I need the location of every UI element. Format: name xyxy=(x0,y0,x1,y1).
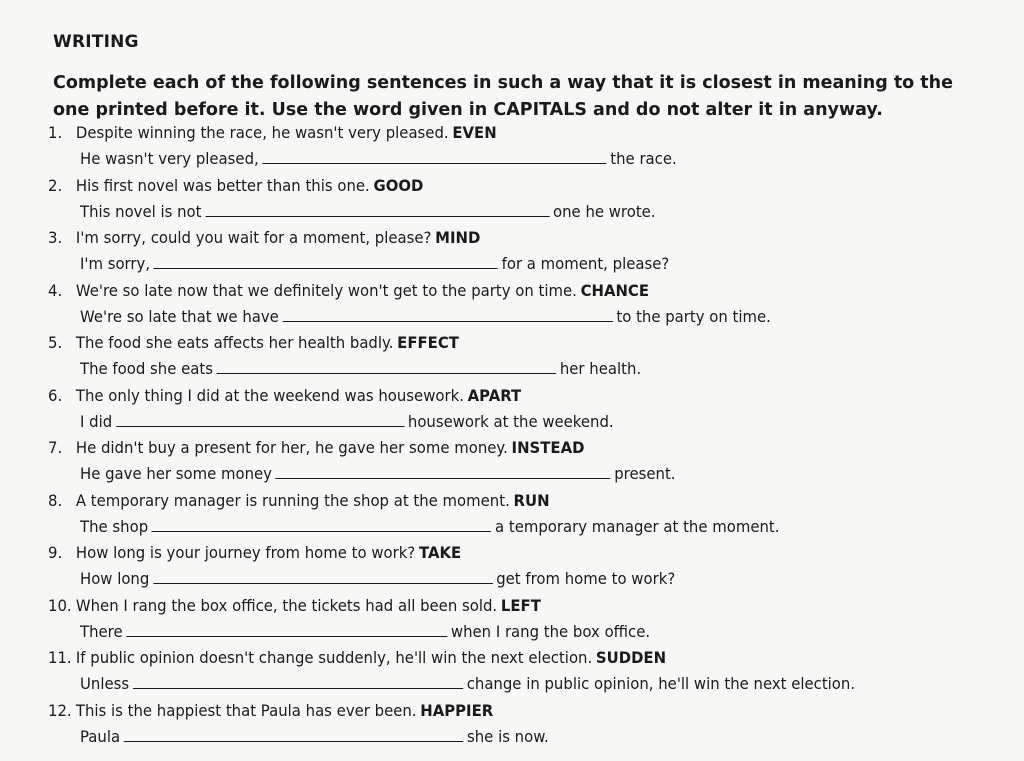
answer-prefix: How long xyxy=(80,569,150,588)
answer-line-1 xyxy=(80,149,677,168)
answer-suffix: a temporary manager at the moment. xyxy=(495,517,780,536)
question-sentence: The only thing I did at the weekend was housework. xyxy=(75,386,464,405)
question-number: 3. xyxy=(48,228,63,247)
question-keyword: MIND xyxy=(435,228,481,247)
question-6 xyxy=(48,386,521,405)
question-sentence: I'm sorry, could you wait for a moment, please? xyxy=(75,228,432,247)
answer-blank[interactable] xyxy=(205,202,549,217)
answer-suffix: the race. xyxy=(610,149,677,168)
question-keyword: SUDDEN xyxy=(595,648,667,667)
answer-prefix: The shop xyxy=(80,517,149,536)
question-4 xyxy=(48,281,649,300)
question-number: 10. xyxy=(48,596,72,615)
answer-suffix: to the party on time. xyxy=(616,307,771,326)
answer-prefix: Unless xyxy=(80,674,130,693)
answer-line-8 xyxy=(80,517,779,536)
answer-line-7 xyxy=(80,464,676,483)
question-1 xyxy=(48,123,497,142)
question-sentence: We're so late now that we definitely won't get to the party on time. xyxy=(75,281,577,300)
question-keyword: RUN xyxy=(513,491,550,510)
answer-suffix: she is now. xyxy=(466,727,549,746)
answer-line-4 xyxy=(80,307,771,326)
answer-prefix: We're so late that we have xyxy=(80,307,279,326)
answer-suffix: change in public opinion, he'll win the next election. xyxy=(466,674,856,693)
question-sentence: Despite winning the race, he wasn't very pleased. xyxy=(75,123,449,142)
answer-blank[interactable] xyxy=(126,622,447,637)
question-keyword: GOOD xyxy=(373,176,424,195)
answer-prefix: There xyxy=(80,622,123,641)
answer-prefix: He wasn't very pleased, xyxy=(80,149,259,168)
answer-suffix: her health. xyxy=(559,359,642,378)
answer-prefix: I'm sorry, xyxy=(80,254,151,273)
question-8 xyxy=(48,491,550,510)
question-5 xyxy=(48,333,459,352)
answer-suffix: for a moment, please? xyxy=(501,254,670,273)
question-sentence: The food she eats affects her health badly. xyxy=(75,333,394,352)
question-number: 5. xyxy=(48,333,63,352)
question-number: 6. xyxy=(48,386,63,405)
answer-blank[interactable] xyxy=(154,254,498,269)
answer-blank[interactable] xyxy=(124,727,463,742)
answer-blank[interactable] xyxy=(153,569,492,584)
answer-blank[interactable] xyxy=(217,359,556,374)
question-sentence: This is the happiest that Paula has ever been. xyxy=(75,701,417,720)
question-3 xyxy=(48,228,480,247)
section-title: WRITING xyxy=(53,32,139,52)
answer-suffix: housework at the weekend. xyxy=(407,412,614,431)
answer-blank[interactable] xyxy=(116,412,404,427)
question-number: 7. xyxy=(48,438,63,457)
question-number: 11. xyxy=(48,648,72,667)
question-number: 2. xyxy=(48,176,63,195)
question-keyword: CHANCE xyxy=(580,281,650,300)
question-number: 12. xyxy=(48,701,72,720)
answer-line-9 xyxy=(80,569,675,588)
question-keyword: EFFECT xyxy=(397,333,459,352)
question-number: 8. xyxy=(48,491,63,510)
answer-blank[interactable] xyxy=(262,149,606,164)
instructions: Complete each of the following sentences in such a way that it is closest in meaning to the one printed before it. Use the word given in CAPITALS and do not alter it in anyway. xyxy=(53,73,953,120)
answer-prefix: He gave her some money xyxy=(80,464,272,483)
answer-suffix: present. xyxy=(614,464,676,483)
answer-prefix: This novel is not xyxy=(80,202,202,221)
answer-line-5 xyxy=(80,359,641,378)
question-9 xyxy=(48,543,461,562)
answer-prefix: I did xyxy=(80,412,113,431)
question-keyword: EVEN xyxy=(452,123,497,142)
question-10 xyxy=(48,596,541,615)
answer-blank[interactable] xyxy=(152,517,491,532)
answer-line-2 xyxy=(80,202,656,221)
answer-line-10 xyxy=(80,622,650,641)
question-sentence: A temporary manager is running the shop at the moment. xyxy=(75,491,510,510)
question-keyword: APART xyxy=(467,386,522,405)
question-sentence: He didn't buy a present for her, he gave her some money. xyxy=(75,438,508,457)
question-keyword: TAKE xyxy=(418,543,462,562)
question-keyword: INSTEAD xyxy=(511,438,585,457)
question-number: 1. xyxy=(48,123,63,142)
question-sentence: How long is your journey from home to work? xyxy=(75,543,416,562)
answer-blank[interactable] xyxy=(276,464,611,479)
question-11 xyxy=(48,648,666,667)
answer-suffix: when I rang the box office. xyxy=(450,622,651,641)
answer-line-6 xyxy=(80,412,614,431)
answer-suffix: one he wrote. xyxy=(553,202,656,221)
question-keyword: HAPPIER xyxy=(420,701,494,720)
answer-line-12 xyxy=(80,727,549,746)
answer-prefix: The food she eats xyxy=(80,359,213,378)
question-number: 4. xyxy=(48,281,63,300)
question-sentence: When I rang the box office, the tickets had all been sold. xyxy=(75,596,498,615)
question-7 xyxy=(48,438,584,457)
question-2 xyxy=(48,176,423,195)
question-sentence: If public opinion doesn't change suddenly, he'll win the next election. xyxy=(75,648,593,667)
question-12 xyxy=(48,701,493,720)
answer-line-3 xyxy=(80,254,669,273)
question-keyword: LEFT xyxy=(500,596,541,615)
answer-blank[interactable] xyxy=(133,674,463,689)
answer-line-11 xyxy=(80,674,855,693)
question-number: 9. xyxy=(48,543,63,562)
answer-blank[interactable] xyxy=(283,307,613,322)
answer-prefix: Paula xyxy=(80,727,121,746)
answer-suffix: get from home to work? xyxy=(496,569,676,588)
question-sentence: His first novel was better than this one. xyxy=(75,176,370,195)
